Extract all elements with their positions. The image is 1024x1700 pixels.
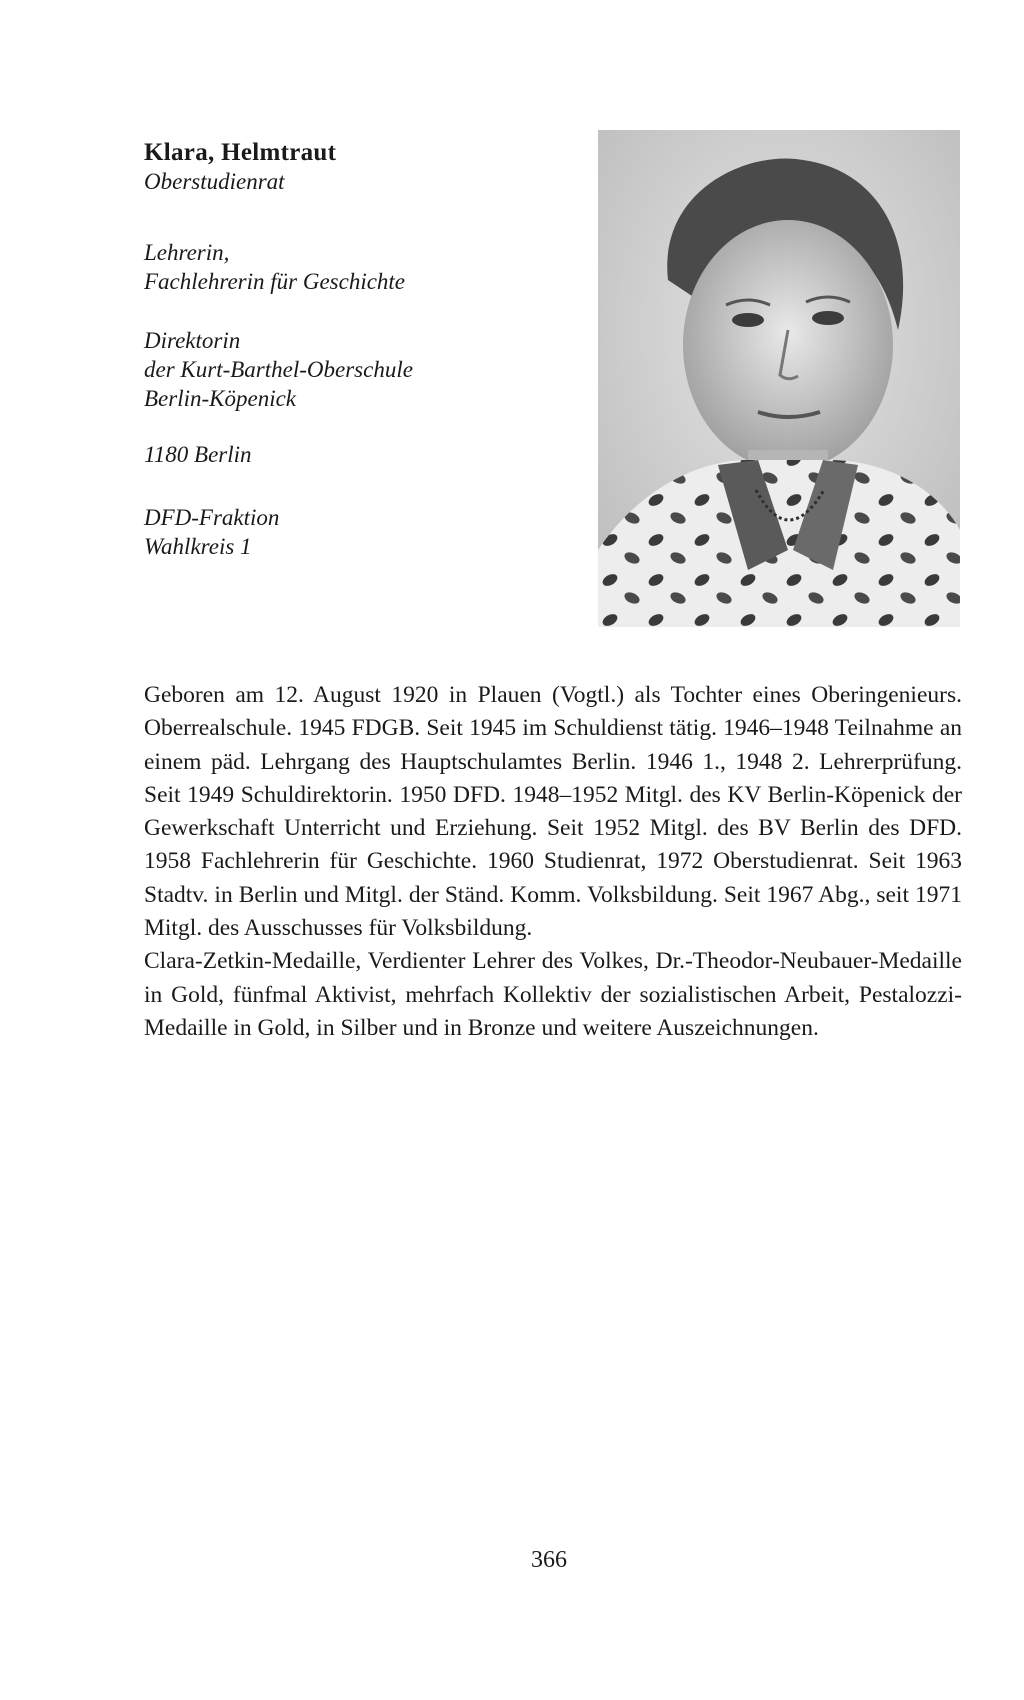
profession-line: Lehrerin,	[144, 240, 230, 265]
position-line: der Kurt-Barthel-Oberschule	[144, 357, 413, 382]
portrait-photo-graphic	[598, 130, 960, 627]
biography-career: Geboren am 12. August 1920 in Plauen (Vogtl.) als Tochter eines Oberingenieurs. Oberrealschule. 1945 FDGB. Seit 1945 im Schuldienst tätig. 1946–1948 Teilnahme an einem päd. Lehrgang des Hauptschulamtes Berlin. 1946 1., 1948 2. Lehrerprüfung. Seit 1949 Schuldirektorin. 1950 DFD. 1948–1952 Mitgl. des KV Berlin-Köpenick der Gewerkschaft Unterricht und Erziehung. Seit 1952 Mitgl. des BV Berlin des DFD. 1958 Fachlehrerin für Geschichte. 1960 Studienrat, 1972 Oberstudienrat. Seit 1963 Stadtv. in Berlin und Mitgl. der Ständ. Komm. Volksbildung. Seit 1967 Abg., seit 1971 Mitgl. des Ausschusses für Volksbildung.	[144, 682, 962, 942]
header-block	[144, 138, 584, 196]
profession-line: Fachlehrerin für Geschichte	[144, 269, 406, 294]
constituency: Wahlkreis 1	[144, 534, 252, 559]
position-line: Direktorin	[144, 328, 241, 353]
biography	[144, 679, 962, 1045]
location-block	[144, 440, 584, 469]
person-name: Klara, Helmtraut	[144, 139, 337, 166]
city: 1180 Berlin	[144, 442, 252, 467]
position-block	[144, 326, 584, 413]
person-title: Oberstudienrat	[144, 169, 285, 194]
parliament-block	[144, 503, 584, 561]
position-line: Berlin-Köpenick	[144, 386, 297, 411]
biography-awards: Clara-Zetkin-Medaille, Verdienter Lehrer des Volkes, Dr.-Theodor-Neubauer-Medaille in Gold, fünfmal Aktivist, mehrfach Kollektiv der sozialistischen Arbeit, Pestalozzi-Medaille in Gold, in Silber und in Bronze und weitere Auszeichnungen.	[144, 948, 962, 1041]
faction: DFD-Fraktion	[144, 505, 280, 530]
profession-block	[144, 238, 584, 296]
page-number: 366	[531, 1547, 567, 1573]
portrait-photo	[598, 130, 960, 627]
